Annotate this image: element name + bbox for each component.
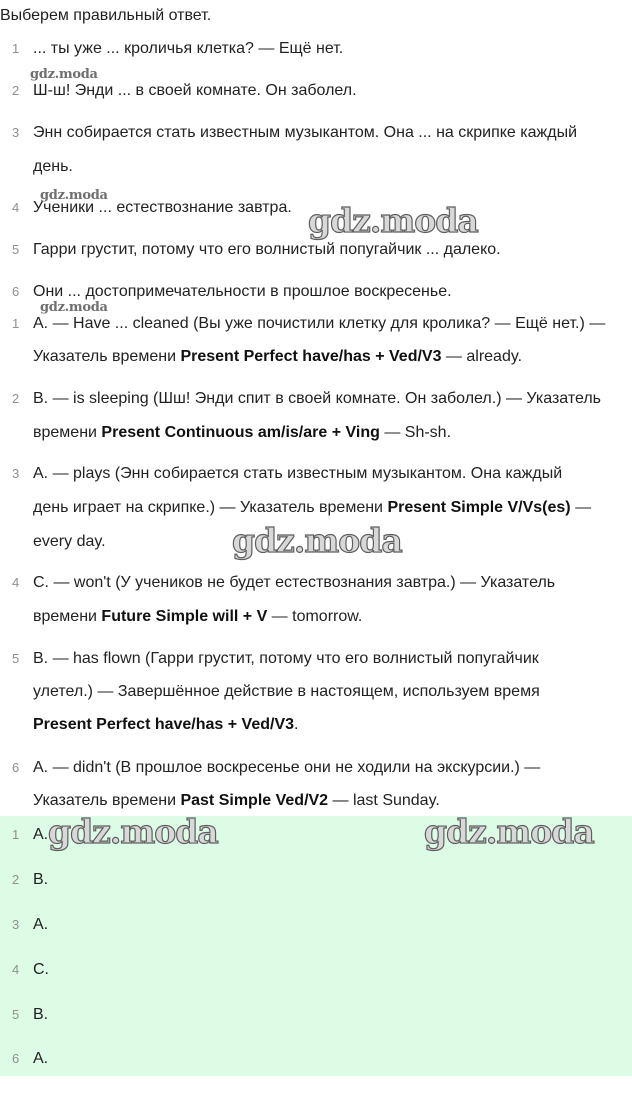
answer-number: 3 <box>12 917 20 932</box>
answer-number: 4 <box>12 962 20 977</box>
question-number: 3 <box>12 125 20 140</box>
watermark: gdz.moda <box>40 300 108 315</box>
answer-number: 5 <box>12 1007 20 1022</box>
question-number: 1 <box>12 41 20 56</box>
tense-formula: Present Simple V/Vs(es) <box>387 499 571 516</box>
watermark: gdz.moda <box>308 201 478 240</box>
watermark: gdz.moda <box>40 188 108 203</box>
explanation-line: улетел.) — Завершённое действие в настоящем, используем время <box>33 683 540 700</box>
explanation-line: B. — is sleeping (Шш! Энди спит в своей комнате. Он заболел.) — Указатель <box>33 390 602 407</box>
tense-formula: Present Perfect have/has + Ved/V3 <box>180 348 442 365</box>
explanation-number: 5 <box>12 651 20 666</box>
explanation-line: B. — has flown (Гарри грустит, потому что его волнистый попугайчик <box>33 650 539 667</box>
explanation-number: 1 <box>12 316 20 331</box>
answer-text: B. <box>33 871 49 888</box>
explanation-line: Указатель времени Past Simple Ved/V2 — last Sunday. <box>33 792 440 809</box>
tense-formula: Future Simple will + V <box>101 608 268 625</box>
explanation-line: every day. <box>33 533 106 550</box>
explanation-line: C. — won't (У учеников не будет естествознания завтра.) — Указатель <box>33 574 556 591</box>
explanation-line: Present Perfect have/has + Ved/V3. <box>33 716 299 733</box>
question-text: Энн собирается стать известным музыкантом. Она ... на скрипке каждый <box>33 124 577 141</box>
watermark: gdz.moda <box>30 67 98 82</box>
explanation-line: времени Future Simple will + V — tomorrow. <box>33 608 363 625</box>
explanation-line: A. — didn't (В прошлое воскресенье они не ходили на экскурсии.) — <box>33 759 541 776</box>
answer-number: 1 <box>12 827 20 842</box>
answer-text: C. <box>33 961 49 978</box>
answer-text: A. <box>33 1050 49 1067</box>
question-text: Ученики ... естествознание завтра. <box>33 199 292 216</box>
explanation-number: 4 <box>12 575 20 590</box>
question-text-continued: день. <box>33 158 73 175</box>
answer-number: 2 <box>12 872 20 887</box>
page-title: Выберем правильный ответ. <box>0 7 212 24</box>
explanation-line: времени Present Continuous am/is/are + Ving — Sh-sh. <box>33 424 452 441</box>
question-number: 6 <box>12 284 20 299</box>
question-text: ... ты уже ... кроличья клетка? — Ещё нет. <box>33 40 344 57</box>
answer-text: A. <box>33 916 49 933</box>
explanation-line: A. — Have ... cleaned (Вы уже почистили клетку для кролика? — Ещё нет.) — <box>33 315 606 332</box>
explanation-line: Указатель времени Present Perfect have/has + Ved/V3 — already. <box>33 348 523 365</box>
watermark: gdz.moda <box>48 812 218 851</box>
question-number: 2 <box>12 83 20 98</box>
tense-formula: Past Simple Ved/V2 <box>180 792 329 809</box>
explanation-line: день играет на скрипке.) — Указатель времени Present Simple V/Vs(es) — <box>33 499 592 516</box>
tense-formula: Present Perfect have/has + Ved/V3 <box>33 716 295 733</box>
explanation-line: A. — plays (Энн собирается стать известным музыкантом. Она каждый <box>33 465 563 482</box>
question-text: Они ... достопримечательности в прошлое воскресенье. <box>33 283 452 300</box>
question-number: 4 <box>12 200 20 215</box>
answer-text: B. <box>33 1006 49 1023</box>
answer-text: A. <box>33 826 49 843</box>
explanation-number: 2 <box>12 391 20 406</box>
explanation-number: 6 <box>12 760 20 775</box>
question-number: 5 <box>12 242 20 257</box>
question-text: Гарри грустит, потому что его волнистый попугайчик ... далеко. <box>33 241 501 258</box>
answers-panel <box>0 816 632 1076</box>
tense-formula: Present Continuous am/is/are + Ving <box>101 424 380 441</box>
explanation-number: 3 <box>12 466 20 481</box>
watermark: gdz.moda <box>424 812 594 851</box>
watermark: gdz.moda <box>232 521 402 560</box>
answer-number: 6 <box>12 1051 20 1066</box>
question-text: Ш-ш! Энди ... в своей комнате. Он заболел. <box>33 82 357 99</box>
